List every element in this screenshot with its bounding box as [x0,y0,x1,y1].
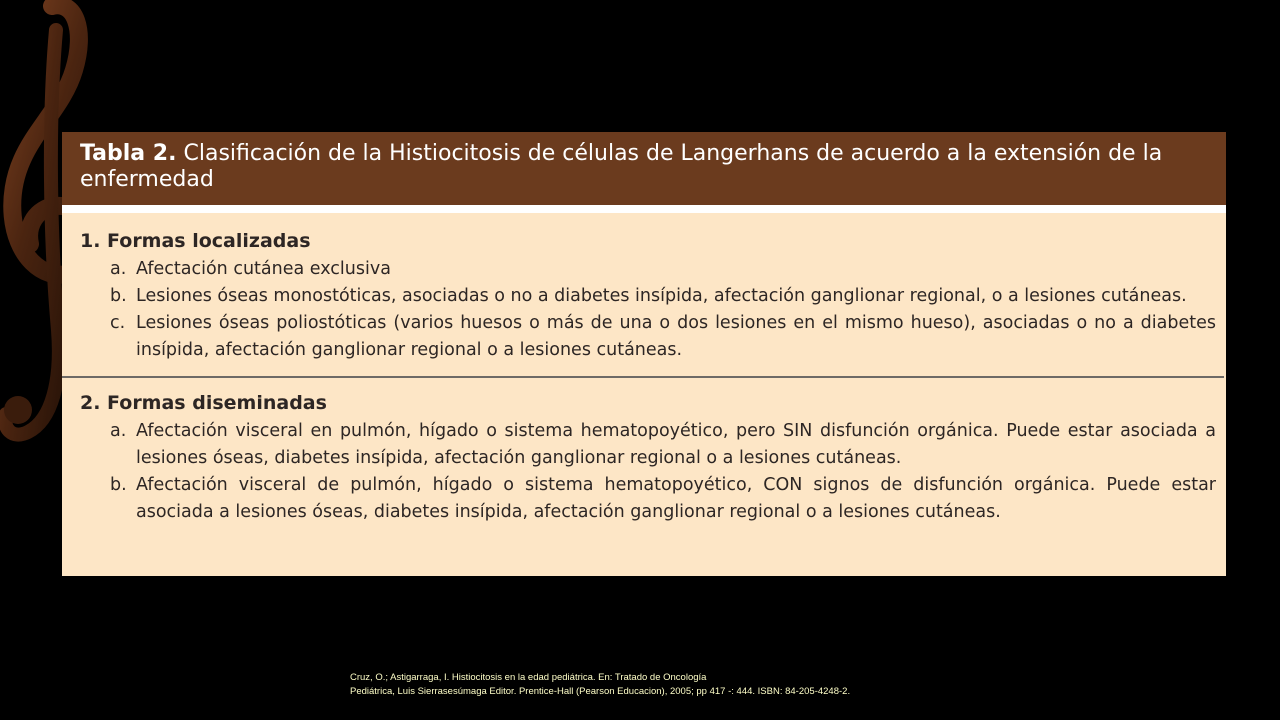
list-item [110,310,1216,364]
item-letter: c. [110,313,126,333]
item-text: Lesiones óseas poliostóticas (varios huesos o más de una o dos lesiones en el mismo hueso), asociadas o no a diabetes insípida, afectación ganglionar regional o a lesiones cutáneas. [136,313,1216,360]
citation-line-1: Cruz, O.; Astigarraga, I. Histiocitosis en la edad pediátrica. En: Tratado de Oncología [350,672,707,683]
section-title-localizadas: 1. Formas localizadas [80,230,311,252]
classification-table [62,132,1226,576]
item-text: Afectación visceral en pulmón, hígado o sistema hematopoyético, pero SIN disfunción orgánica. Puede estar asociada a lesiones óseas, diabetes insípida, afectación ganglionar regional o a lesiones cutáneas. [136,421,1216,468]
item-letter: a. [110,259,127,279]
section-title-diseminadas: 2. Formas diseminadas [80,392,327,414]
item-text: Afectación visceral de pulmón, hígado o sistema hematopoyético, CON signos de disfunción orgánica. Puede estar asociada a lesiones óseas, diabetes insípida, afectación ganglionar regional o a lesiones cutáneas. [136,475,1216,522]
header-divider [62,205,1226,213]
list-item [110,472,1216,526]
table-label: Tabla 2. [80,141,177,166]
item-letter: b. [110,475,127,495]
item-letter: b. [110,286,127,306]
section-divider [62,376,1224,378]
list-item [110,283,1216,310]
table-body [62,213,1226,526]
table-title: Clasificación de la Histiocitosis de células de Langerhans de acuerdo a la extensión de la enfermedad [80,141,1163,192]
item-text: Lesiones óseas monostóticas, asociadas o no a diabetes insípida, afectación ganglionar regional, o a lesiones cutáneas. [136,286,1187,306]
item-letter: a. [110,421,127,441]
item-text: Afectación cutánea exclusiva [136,259,391,279]
list-item [110,256,1216,283]
list-item [110,418,1216,472]
citation [350,671,850,699]
citation-line-2: Pediátrica, Luis Sierrasesúmaga Editor. Prentice-Hall (Pearson Educacion), 2005; pp 417 -: 444. ISBN: 84-205-4248-2. [350,686,851,697]
table-header [62,132,1226,205]
